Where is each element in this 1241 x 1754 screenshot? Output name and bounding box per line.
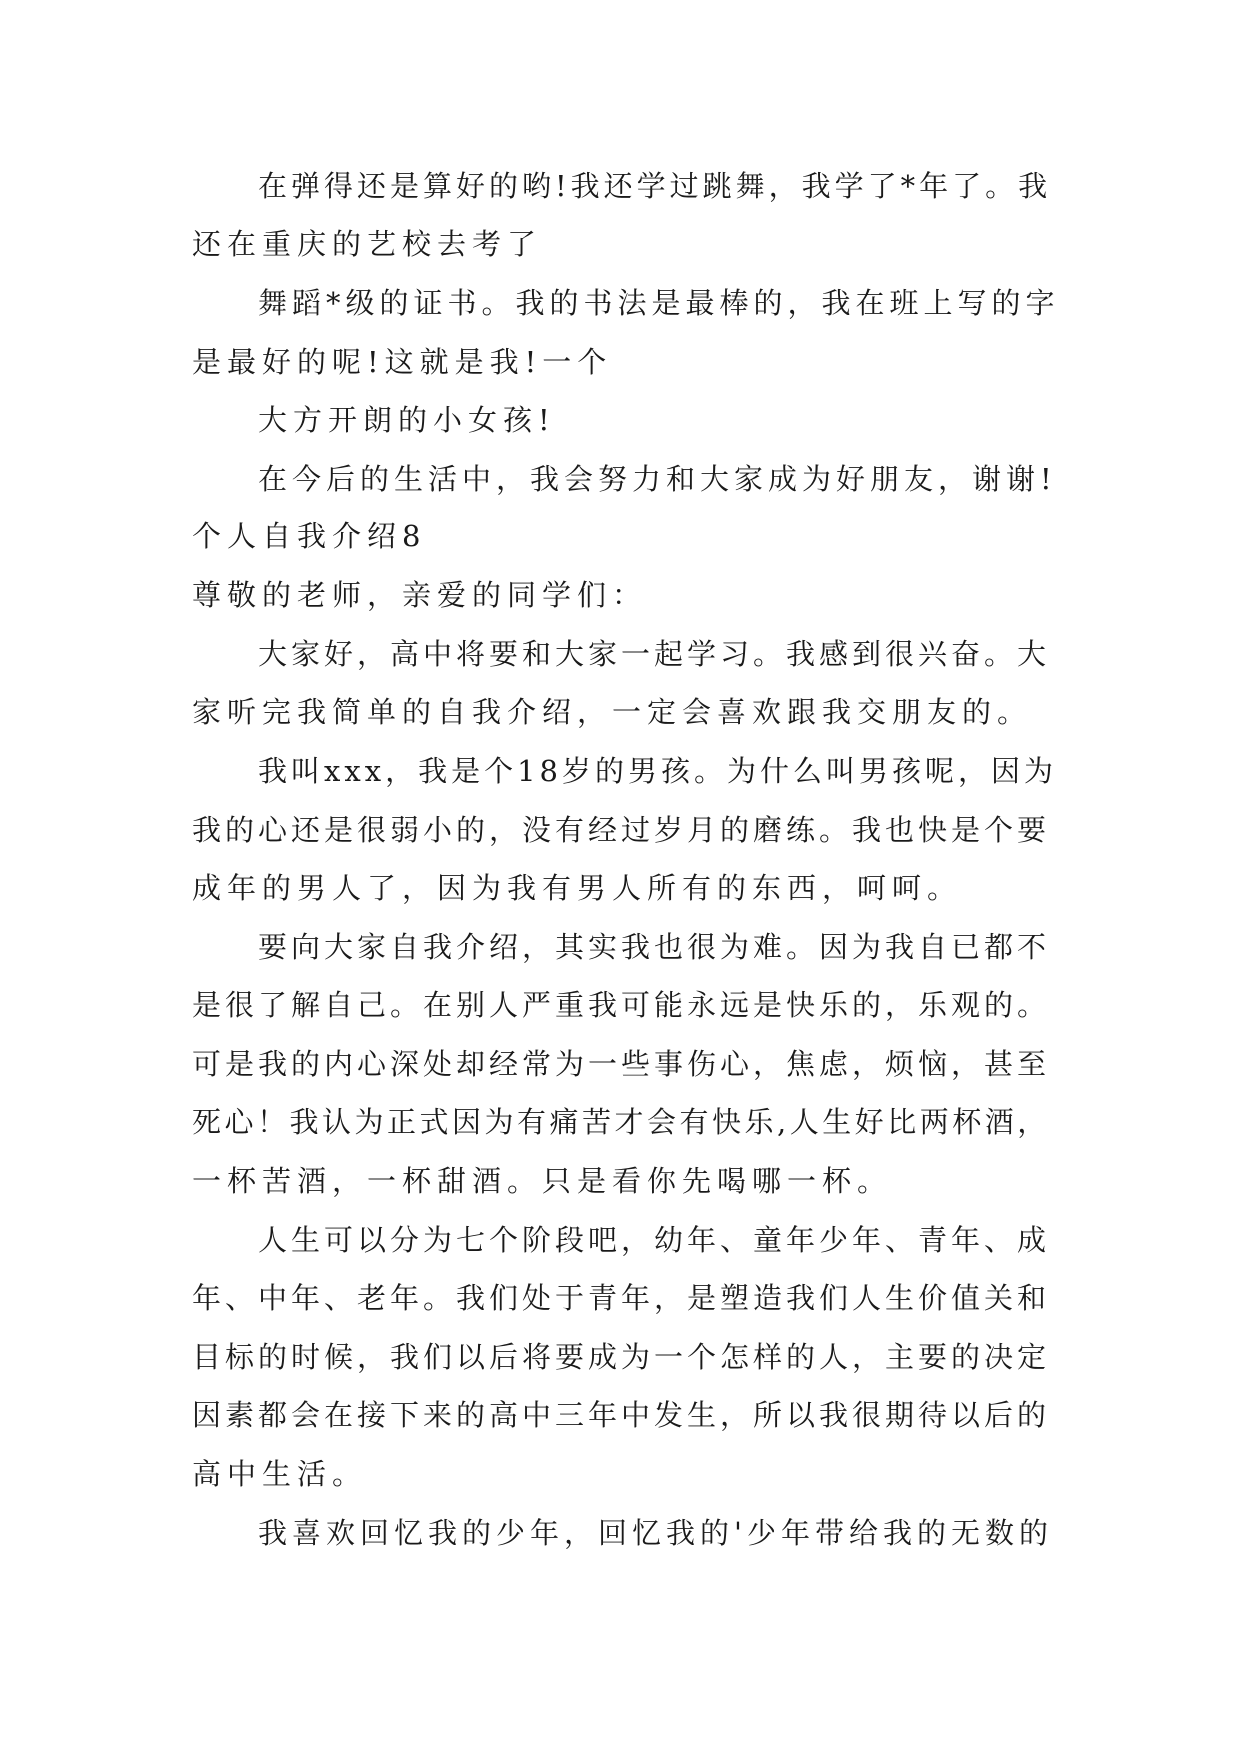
- paragraph-line: 舞蹈*级的证书。我的书法是最棒的，我在班上写的字: [258, 286, 1060, 320]
- paragraph-line: 在今后的生活中，我会努力和大家成为好朋友，谢谢!: [258, 462, 1057, 496]
- paragraph-line: 我喜欢回忆我的少年，回忆我的'少年带给我的无数的: [258, 1516, 1053, 1550]
- paragraph-line: 因素都会在接下来的高中三年中发生，所以我很期待以后的: [192, 1398, 1051, 1432]
- paragraph-line: 大家好，高中将要和大家一起学习。我感到很兴奋。大: [258, 637, 1051, 671]
- paragraph-line: 还在重庆的艺校去考了: [192, 227, 543, 261]
- paragraph-line: 年、中年、老年。我们处于青年，是塑造我们人生价值关和: [192, 1281, 1051, 1315]
- paragraph-line: 是很了解自己。在别人严重我可能永远是快乐的，乐观的。: [192, 988, 1051, 1022]
- paragraph-line: 我叫xxx，我是个18岁的男孩。为什么叫男孩呢，因为: [258, 754, 1057, 788]
- paragraph-line: 要向大家自我介绍，其实我也很为难。因为我自已都不: [258, 930, 1051, 964]
- paragraph-line: 我的心还是很弱小的，没有经过岁月的磨练。我也快是个要: [192, 813, 1051, 847]
- paragraph-line: 大方开朗的小女孩!: [258, 403, 556, 437]
- paragraph-line: 一杯苦酒，一杯甜酒。只是看你先喝哪一杯。: [192, 1164, 893, 1198]
- paragraph-line: 可是我的内心深处却经常为一些事伤心，焦虑，烦恼，甚至: [192, 1047, 1051, 1081]
- paragraph-line: 家听完我简单的自我介绍，一定会喜欢跟我交朋友的。: [192, 695, 1033, 729]
- paragraph-line: 成年的男人了，因为我有男人所有的东西，呵呵。: [192, 871, 963, 905]
- paragraph-line: 目标的时候，我们以后将要成为一个怎样的人，主要的决定: [192, 1340, 1051, 1374]
- paragraph-line: 人生可以分为七个阶段吧，幼年、童年少年、青年、成: [258, 1223, 1051, 1257]
- paragraph-line: 是最好的呢!这就是我!一个: [192, 345, 613, 379]
- paragraph-line: 死心！我认为正式因为有痛苦才会有快乐,人生好比两杯酒，: [192, 1105, 1050, 1139]
- section-heading: 个人自我介绍8: [192, 519, 427, 553]
- salutation: 尊敬的老师，亲爱的同学们：: [192, 578, 648, 612]
- paragraph-line: 在弹得还是算好的哟!我还学过跳舞，我学了*年了。我: [258, 169, 1052, 203]
- paragraph-line: 高中生活。: [192, 1457, 368, 1491]
